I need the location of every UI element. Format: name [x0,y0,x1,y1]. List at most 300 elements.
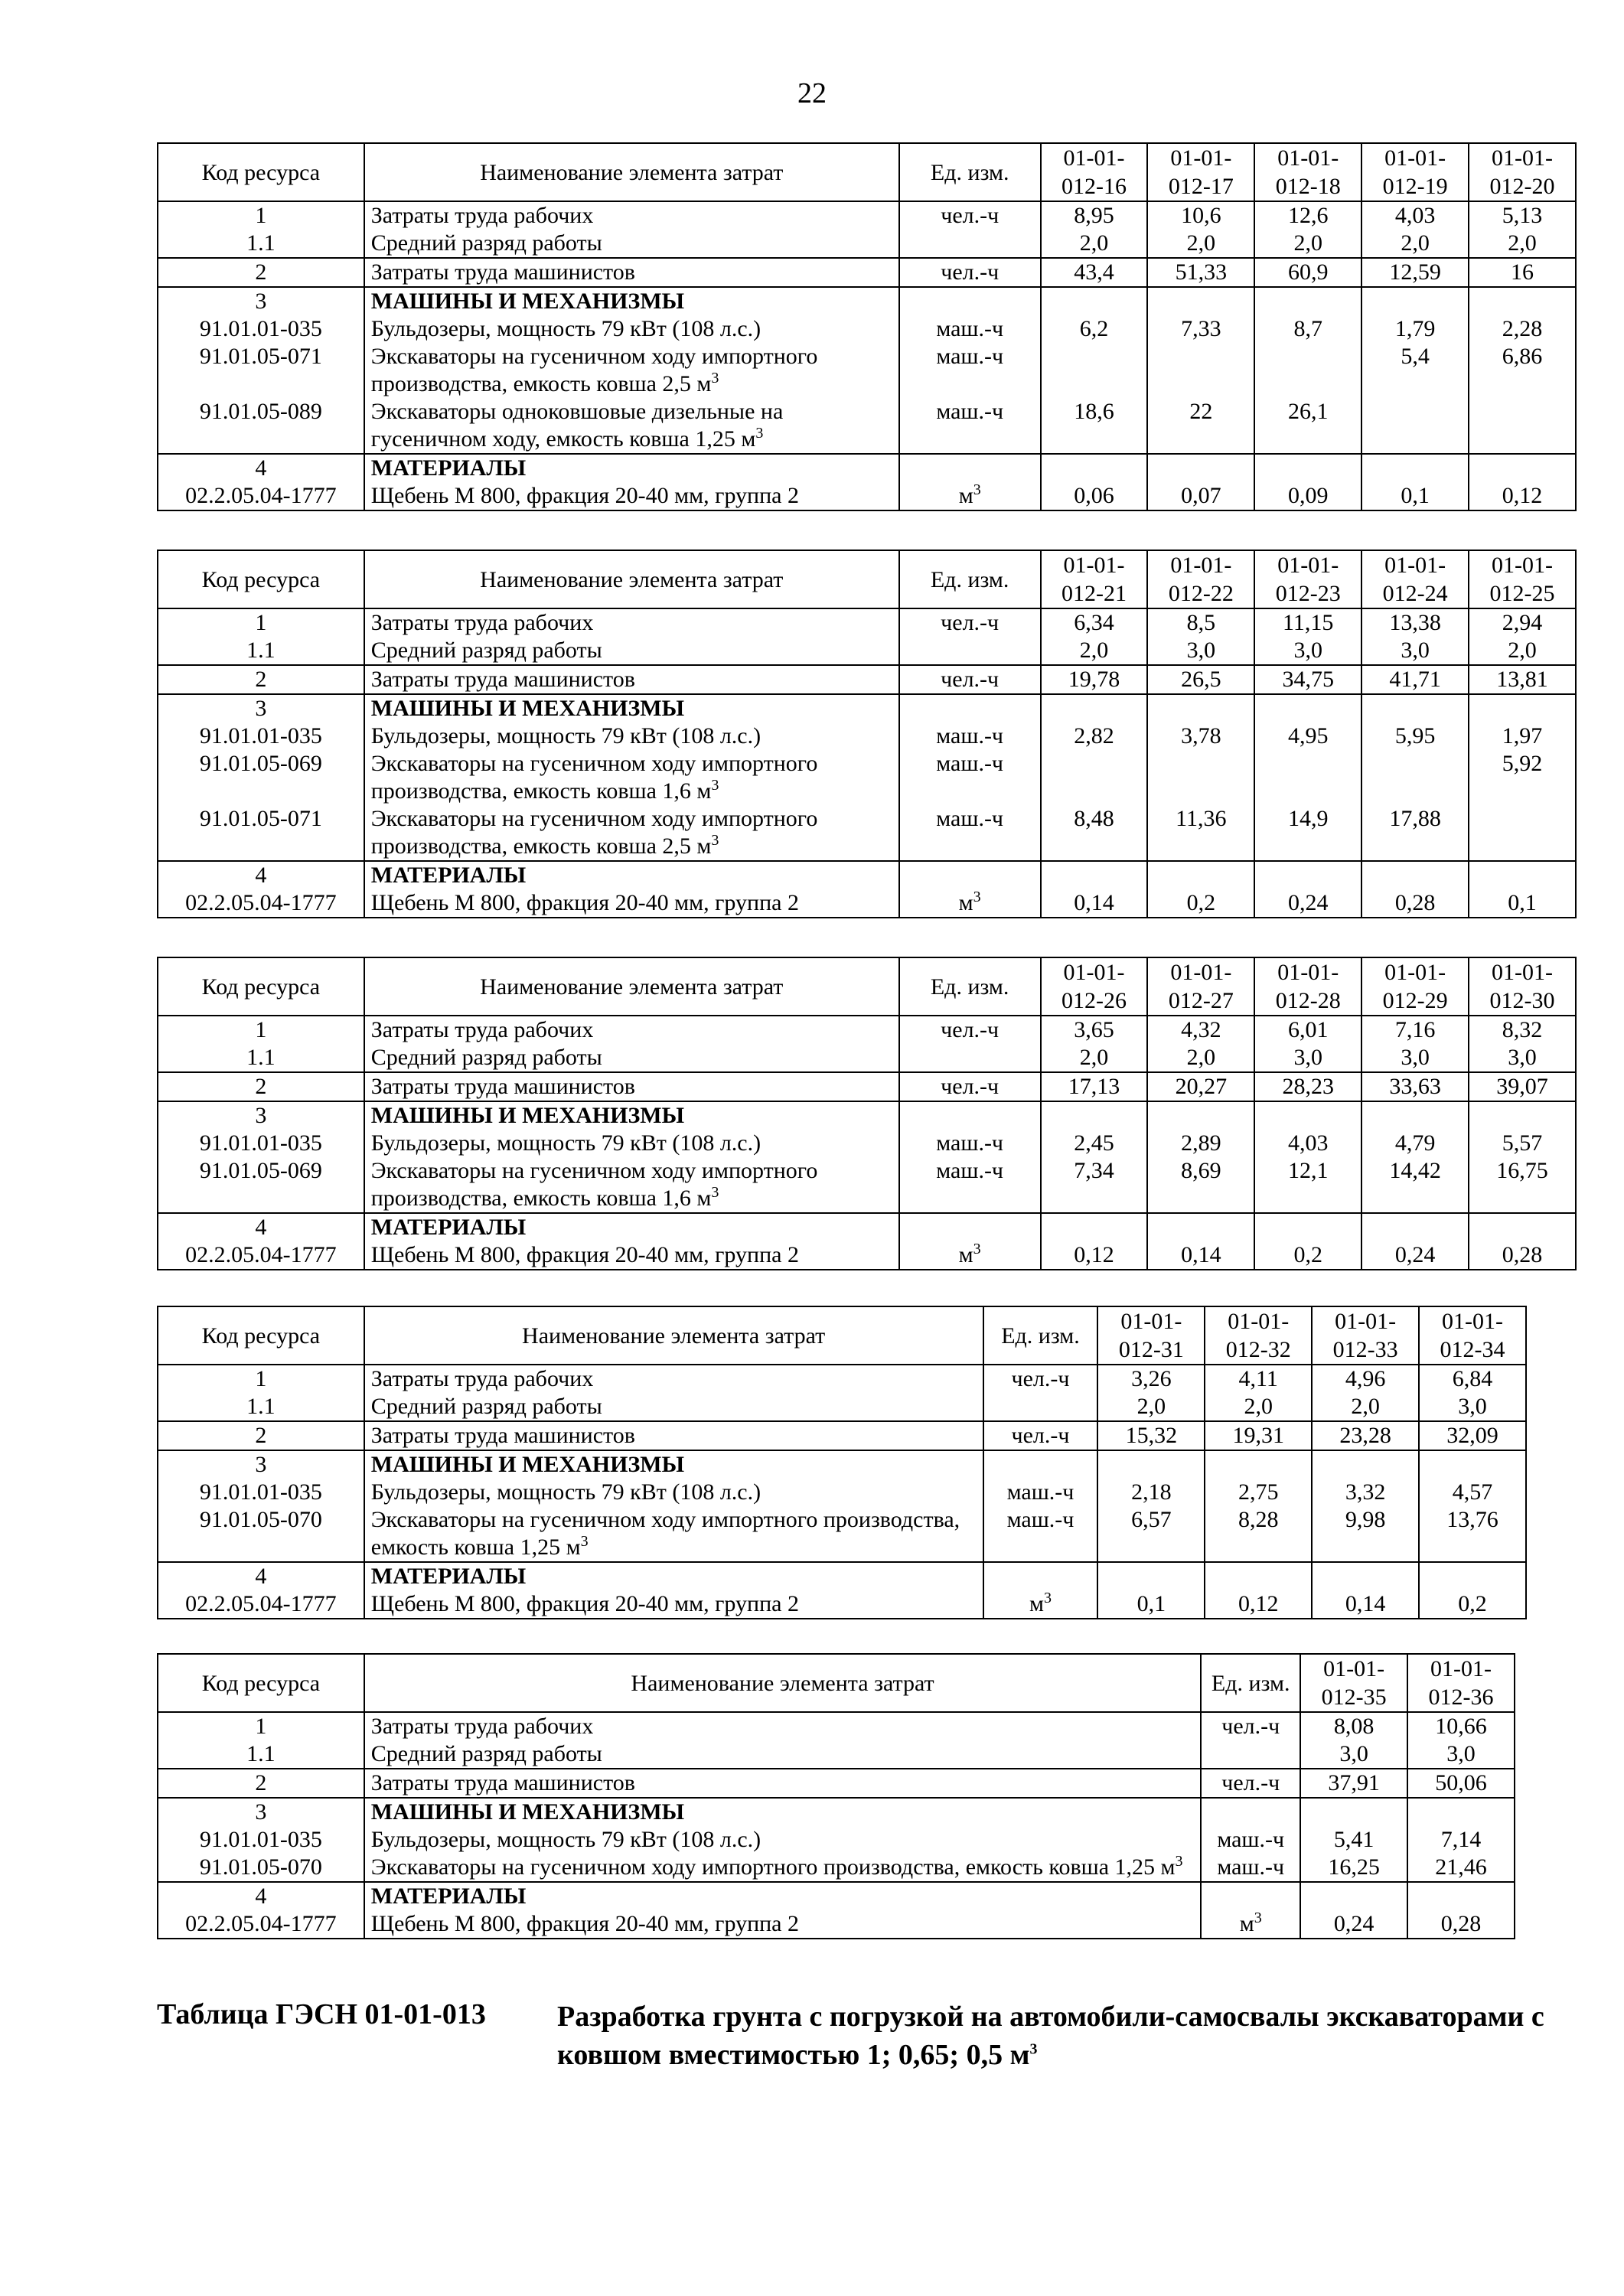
row-value: 12,1 [1254,1157,1361,1213]
row-name [364,608,899,637]
row-unit-text: маш.-ч [1006,1507,1075,1532]
row-value: 37,91 [1300,1769,1407,1798]
table-row [158,201,1576,230]
row-code: 4 [158,861,364,889]
row-unit [899,889,1041,918]
header-norm-code-line1: 01-01- [1170,145,1232,171]
header-norm-code-line1: 01-01- [1384,553,1446,578]
row-name [364,398,899,454]
row-value: 2,0 [1205,1393,1312,1421]
row-value: 3,32 [1312,1479,1419,1506]
row-code: 2 [158,258,364,287]
row-code: 2 [158,1072,364,1101]
row-unit-text: чел.-ч [941,1074,1000,1099]
row-value: 0,1 [1469,889,1576,918]
row-code: 2 [158,1769,364,1798]
row-value [1041,454,1148,482]
header-norm-code-line2: 012-26 [1061,988,1127,1013]
table-row [158,315,1576,343]
row-value: 8,5 [1147,608,1254,637]
row-value: 18,6 [1041,398,1148,454]
row-value: 2,0 [1469,230,1576,258]
row-value: 8,32 [1469,1016,1576,1044]
row-name [364,1562,983,1590]
row-value [1469,1213,1576,1241]
resource-table-3 [157,957,1577,1270]
row-value: 2,0 [1469,637,1576,665]
header-norm-code-line1: 01-01- [1442,1309,1504,1334]
row-value [1300,1798,1407,1826]
row-value [1361,1213,1469,1241]
table-row [158,1213,1576,1241]
row-code: 91.01.05-069 [158,750,364,805]
header-unit: Ед. изм. [1201,1654,1300,1712]
table-row [158,1826,1515,1854]
table-row [158,1365,1526,1393]
row-value [1254,694,1361,722]
row-value: 2,0 [1097,1393,1205,1421]
row-value: 10,6 [1147,201,1254,230]
row-name [364,889,899,918]
header-norm-code-line1: 01-01- [1277,960,1339,985]
header-norm-code-line2: 012-19 [1382,174,1448,199]
row-value: 5,41 [1300,1826,1407,1854]
row-value: 8,28 [1205,1506,1312,1562]
table-row [158,805,1576,861]
header-norm-code-line1: 01-01- [1277,553,1339,578]
row-value: 2,0 [1312,1393,1419,1421]
row-name-text: Щебень М 800, фракция 20-40 мм, группа 2 [370,1591,799,1616]
row-unit [899,722,1041,750]
table-row [158,750,1576,805]
row-name [364,287,899,315]
header-norm-code [1254,957,1361,1016]
row-unit [1201,1740,1300,1769]
row-name-text: Щебень М 800, фракция 20-40 мм, группа 2 [370,890,799,915]
row-value: 8,7 [1254,315,1361,343]
header-norm-code-line2: 012-23 [1275,581,1341,606]
resource-table-2 [157,550,1577,918]
row-unit-text: м [1239,1911,1254,1936]
row-name-text: МАШИНЫ И МЕХАНИЗМЫ [370,1103,685,1128]
header-norm-code-line2: 012-16 [1061,174,1127,199]
row-unit-text: м [958,1242,973,1267]
row-value [1147,1101,1254,1130]
row-value: 3,0 [1147,637,1254,665]
row-value: 33,63 [1361,1072,1469,1101]
row-name-text: Бульдозеры, мощность 79 кВт (108 л.с.) [370,316,761,341]
row-name [364,1072,899,1101]
row-value [1097,1562,1205,1590]
row-name-text: МАТЕРИАЛЫ [370,863,527,888]
row-name-text: Экскаваторы на гусеничном ходу импортного производства, емкость ковша 1,25 м [370,1854,1176,1880]
row-value: 7,14 [1407,1826,1515,1854]
row-unit [899,258,1041,287]
row-code: 91.01.05-071 [158,805,364,861]
row-name-text: Затраты труда рабочих [370,1017,594,1042]
row-value: 12,59 [1361,258,1469,287]
row-name-text: МАТЕРИАЛЫ [370,1215,527,1240]
table-row [158,482,1576,510]
row-unit [983,1421,1098,1450]
row-value: 0,2 [1254,1241,1361,1270]
row-code: 91.01.01-035 [158,1479,364,1506]
row-unit-text: м [958,890,973,915]
row-name-text: Средний разряд работы [370,230,602,256]
row-code: 1.1 [158,1044,364,1072]
row-unit [899,1101,1041,1130]
row-value: 39,07 [1469,1072,1576,1101]
row-name [364,665,899,694]
row-value: 0,14 [1147,1241,1254,1270]
row-unit [983,1590,1098,1619]
row-unit [899,1241,1041,1270]
header-norm-code-line2: 012-20 [1489,174,1555,199]
row-unit [899,694,1041,722]
row-value: 26,1 [1254,398,1361,454]
row-value: 17,13 [1041,1072,1148,1101]
row-name [364,1241,899,1270]
row-value: 6,01 [1254,1016,1361,1044]
row-value: 15,32 [1097,1421,1205,1450]
row-value: 2,89 [1147,1130,1254,1157]
header-norm-code-line2: 012-33 [1332,1337,1398,1362]
row-unit-text: маш.-ч [1217,1827,1285,1852]
header-norm-code-line1: 01-01- [1384,960,1446,985]
row-unit-text: м [1029,1591,1044,1616]
row-value [1254,861,1361,889]
row-value: 0,07 [1147,482,1254,510]
row-value: 2,18 [1097,1479,1205,1506]
row-value [1419,1562,1526,1590]
row-name-sup: 3 [755,425,764,442]
row-value [1469,861,1576,889]
row-name-text: Затраты труда рабочих [370,1366,594,1391]
row-unit [983,1450,1098,1479]
header-norm-code-line1: 01-01- [1492,145,1554,171]
row-name [364,694,899,722]
header-norm-code-line2: 012-31 [1118,1337,1184,1362]
row-value [1254,454,1361,482]
row-unit [899,482,1041,510]
row-unit-text: чел.-ч [941,610,1000,635]
row-value: 2,0 [1361,230,1469,258]
row-value: 3,78 [1147,722,1254,750]
row-code: 02.2.05.04-1777 [158,1590,364,1619]
row-name [364,1798,1201,1826]
row-value: 4,11 [1205,1365,1312,1393]
row-value [1147,343,1254,398]
row-value: 3,26 [1097,1365,1205,1393]
row-unit [899,1130,1041,1157]
table-row [158,1562,1526,1590]
header-code: Код ресурса [158,957,364,1016]
row-value [1041,343,1148,398]
row-value: 51,33 [1147,258,1254,287]
row-value: 4,03 [1254,1130,1361,1157]
row-name-text: Экскаваторы на гусеничном ходу импортного производства, емкость ковша 1,25 м [370,1507,960,1560]
row-name-sup: 3 [580,1533,589,1550]
row-name [364,750,899,805]
row-value [1361,861,1469,889]
row-unit [1201,1910,1300,1939]
header-norm-code [1361,957,1469,1016]
row-unit [899,454,1041,482]
table-row [158,1072,1576,1101]
header-code: Код ресурса [158,1306,364,1365]
header-norm-code-line1: 01-01- [1323,1656,1385,1681]
row-value [1469,454,1576,482]
row-name [364,722,899,750]
header-norm-code [1041,143,1148,201]
row-name [364,343,899,398]
row-name-text: Средний разряд работы [370,1394,602,1419]
header-norm-code [1147,957,1254,1016]
row-name [364,454,899,482]
row-value: 4,03 [1361,201,1469,230]
row-unit-sup: 3 [1254,1910,1262,1926]
row-name [364,315,899,343]
row-value [1254,343,1361,398]
row-unit-text: маш.-ч [936,1130,1004,1156]
row-name-text: Средний разряд работы [370,638,602,663]
row-value: 34,75 [1254,665,1361,694]
table-row [158,694,1576,722]
row-value: 16,75 [1469,1157,1576,1213]
header-norm-code-line1: 01-01- [1277,145,1339,171]
row-name-sup: 3 [711,370,719,386]
row-code: 91.01.05-089 [158,398,364,454]
row-name [364,637,899,665]
header-norm-code-line1: 01-01- [1170,960,1232,985]
row-value [1361,454,1469,482]
row-unit [899,287,1041,315]
row-unit-text: маш.-ч [936,399,1004,424]
row-value: 19,78 [1041,665,1148,694]
header-norm-code-line2: 012-34 [1440,1337,1505,1362]
row-value: 0,12 [1469,482,1576,510]
row-name-text: МАШИНЫ И МЕХАНИЗМЫ [370,289,685,314]
row-unit [983,1365,1098,1393]
row-unit-text: чел.-ч [941,203,1000,228]
row-value: 0,2 [1147,889,1254,918]
row-code: 1 [158,1712,364,1740]
row-unit [899,1157,1041,1213]
row-unit [1201,1769,1300,1798]
row-value [1041,1101,1148,1130]
row-value: 9,98 [1312,1506,1419,1562]
row-unit-sup: 3 [973,481,981,498]
header-norm-code-line1: 01-01- [1228,1309,1290,1334]
row-name-text: Бульдозеры, мощность 79 кВт (108 л.с.) [370,1479,761,1505]
row-value [1361,1101,1469,1130]
header-unit: Ед. изм. [983,1306,1098,1365]
row-value: 4,96 [1312,1365,1419,1393]
row-unit-text: маш.-ч [936,751,1004,776]
table-row [158,1769,1515,1798]
row-name-text: Средний разряд работы [370,1045,602,1070]
row-name [364,1157,899,1213]
header-norm-code [1147,550,1254,608]
row-unit [1201,1798,1300,1826]
row-value [1041,287,1148,315]
row-value: 10,66 [1407,1712,1515,1740]
row-value: 0,14 [1312,1590,1419,1619]
row-name-text: МАТЕРИАЛЫ [370,1883,527,1909]
row-value: 14,9 [1254,805,1361,861]
row-value [1147,454,1254,482]
table-row [158,454,1576,482]
header-norm-code-line2: 012-36 [1428,1684,1494,1710]
row-name-sup: 3 [711,777,719,794]
row-unit [1201,1826,1300,1854]
row-value: 60,9 [1254,258,1361,287]
row-value: 19,31 [1205,1421,1312,1450]
row-name-text: Экскаваторы на гусеничном ходу импортного производства, емкость ковша 1,6 м [370,751,818,804]
row-value [1147,861,1254,889]
header-code: Код ресурса [158,550,364,608]
row-value [1407,1882,1515,1910]
header-name: Наименование элемента затрат [364,1654,1201,1712]
table-row [158,343,1576,398]
header-norm-code-line1: 01-01- [1063,960,1125,985]
table-row [158,1740,1515,1769]
table-row [158,1479,1526,1506]
row-value: 28,23 [1254,1072,1361,1101]
row-name [364,1826,1201,1854]
row-name-text: Затраты труда машинистов [370,259,635,285]
row-value: 22 [1147,398,1254,454]
header-norm-code [1147,143,1254,201]
table-row [158,1910,1515,1939]
row-value: 3,0 [1419,1393,1526,1421]
row-name [364,1910,1201,1939]
header-norm-code-line2: 012-21 [1061,581,1127,606]
row-value: 20,27 [1147,1072,1254,1101]
row-code: 4 [158,1213,364,1241]
row-value: 16,25 [1300,1854,1407,1882]
header-norm-code-line1: 01-01- [1430,1656,1492,1681]
row-value [1254,287,1361,315]
table-row [158,1157,1576,1213]
row-unit-text: маш.-ч [1006,1479,1075,1505]
table-description: Разработка грунта с погрузкой на автомобили-самосвалы экскаваторами с ковшом вместимостью 1; 0,65; 0,5 $м^3$ [557,2001,1544,2071]
header-norm-code [1097,1306,1205,1365]
resource-table-5 [157,1653,1515,1939]
row-value: 3,0 [1407,1740,1515,1769]
row-value [1469,694,1576,722]
header-norm-code [1300,1654,1407,1712]
row-value: 41,71 [1361,665,1469,694]
row-name [364,1854,1201,1882]
row-unit-text: маш.-ч [1217,1854,1285,1880]
row-value: 4,95 [1254,722,1361,750]
row-value [1469,805,1576,861]
row-name [364,201,899,230]
row-code: 91.01.05-070 [158,1506,364,1562]
row-unit [899,1213,1041,1241]
table-row [158,1044,1576,1072]
header-name: Наименование элемента затрат [364,550,899,608]
row-name [364,258,899,287]
row-unit-text: чел.-ч [1011,1366,1070,1391]
row-code: 1 [158,201,364,230]
row-value: 16 [1469,258,1576,287]
row-unit-text: маш.-ч [936,806,1004,831]
table-row [158,1882,1515,1910]
row-unit [899,315,1041,343]
header-name: Наименование элемента затрат [364,1306,983,1365]
row-value [1361,694,1469,722]
header-norm-code-line2: 012-18 [1275,174,1341,199]
row-name [364,1393,983,1421]
row-value: 0,28 [1469,1241,1576,1270]
row-unit [899,1044,1041,1072]
row-value: 12,6 [1254,201,1361,230]
row-value: 4,57 [1419,1479,1526,1506]
table-row [158,1241,1576,1270]
row-value [1041,1213,1148,1241]
row-value [1205,1562,1312,1590]
row-code: 4 [158,1562,364,1590]
row-name-text: МАТЕРИАЛЫ [370,1564,527,1589]
row-value: 3,0 [1361,637,1469,665]
header-norm-code [1419,1306,1526,1365]
row-name [364,861,899,889]
header-name: Наименование элемента затрат [364,957,899,1016]
row-name-text: Экскаваторы на гусеничном ходу импортного производства, емкость ковша 2,5 м [370,806,818,859]
row-value [1041,861,1148,889]
table-row [158,258,1576,287]
header-norm-code-line1: 01-01- [1335,1309,1397,1334]
table-row [158,1016,1576,1044]
header-norm-code-line2: 012-30 [1489,988,1555,1013]
row-value: 8,08 [1300,1712,1407,1740]
row-value: 14,42 [1361,1157,1469,1213]
row-name-text: Щебень М 800, фракция 20-40 мм, группа 2 [370,483,799,508]
row-name-text: МАШИНЫ И МЕХАНИЗМЫ [370,1452,685,1477]
row-unit-sup: 3 [1043,1590,1052,1606]
row-name [364,1506,983,1562]
row-value: 8,69 [1147,1157,1254,1213]
row-value [1097,1450,1205,1479]
row-value: 6,2 [1041,315,1148,343]
table-row [158,1506,1526,1562]
table-row [158,1590,1526,1619]
row-value: 0,24 [1361,1241,1469,1270]
header-norm-code [1312,1306,1419,1365]
row-code: 02.2.05.04-1777 [158,1910,364,1939]
row-unit [899,1072,1041,1101]
row-code: 91.01.05-069 [158,1157,364,1213]
row-unit [983,1562,1098,1590]
row-value: 4,79 [1361,1130,1469,1157]
header-norm-code-line1: 01-01- [1120,1309,1182,1334]
row-name-text: Бульдозеры, мощность 79 кВт (108 л.с.) [370,1130,761,1156]
row-value [1147,694,1254,722]
row-code: 1.1 [158,637,364,665]
row-name [364,1769,1201,1798]
header-norm-code [1254,143,1361,201]
page-number: 22 [797,77,827,109]
row-value: 0,28 [1407,1910,1515,1939]
row-unit [899,750,1041,805]
row-value: 5,57 [1469,1130,1576,1157]
table-row [158,230,1576,258]
row-value: 1,97 [1469,722,1576,750]
header-unit: Ед. изм. [899,957,1041,1016]
row-value: 3,0 [1361,1044,1469,1072]
